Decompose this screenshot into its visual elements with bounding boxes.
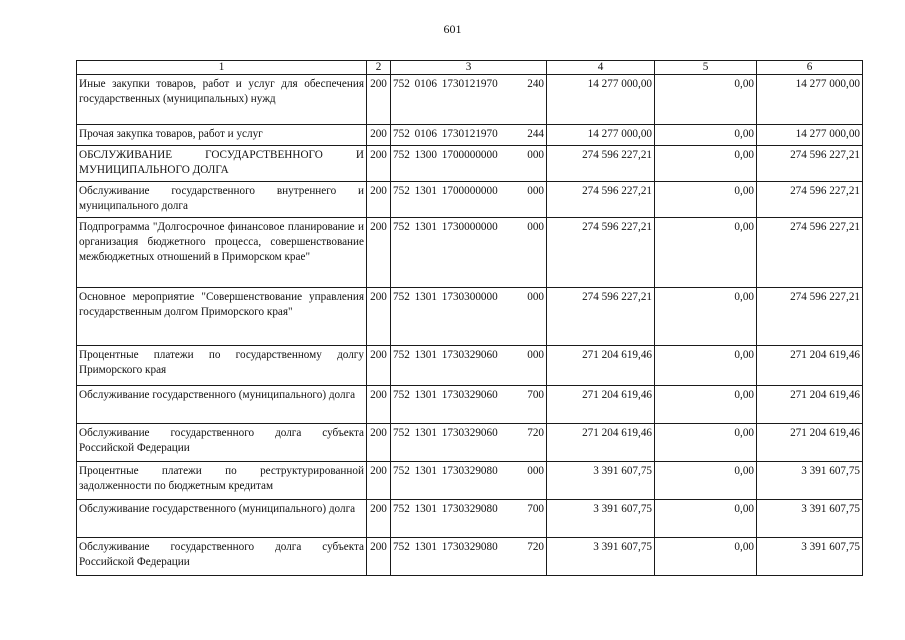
row-name: Обслуживание государственного долга субъекта Российской Федерации: [77, 538, 367, 576]
table-row: [77, 538, 863, 576]
row-code-cell: [391, 182, 547, 218]
row-col5: 0,00: [655, 424, 757, 462]
row-col6: 3 391 607,75: [757, 538, 863, 576]
column-header-2: 2: [367, 61, 391, 75]
row-col5: 0,00: [655, 182, 757, 218]
row-col2: 200: [367, 424, 391, 462]
row-col5: 0,00: [655, 386, 757, 424]
row-col5: 0,00: [655, 75, 757, 125]
budget-table: [76, 60, 863, 576]
table-row: [77, 288, 863, 346]
table-row: [77, 125, 863, 146]
row-col2: 200: [367, 288, 391, 346]
table-row: [77, 424, 863, 462]
row-col5: 0,00: [655, 218, 757, 288]
row-col5: 0,00: [655, 146, 757, 182]
row-kvr: 240: [527, 78, 544, 90]
row-name: Обслуживание государственного внутреннего и муниципального долга: [77, 182, 367, 218]
row-col5: 0,00: [655, 288, 757, 346]
row-col6: 274 596 227,21: [757, 182, 863, 218]
row-code: 752 1301 1730300000: [393, 291, 498, 303]
row-col5: 0,00: [655, 346, 757, 386]
column-header-4: 4: [547, 61, 655, 75]
row-name: Обслуживание государственного (муниципального) долга: [77, 500, 367, 538]
row-col2: 200: [367, 538, 391, 576]
row-col2: 200: [367, 182, 391, 218]
table-row: [77, 386, 863, 424]
row-col4: 3 391 607,75: [547, 462, 655, 500]
row-kvr: 700: [527, 503, 544, 515]
row-col6: 14 277 000,00: [757, 125, 863, 146]
row-name: Процентные платежи по государственному долгу Приморского края: [77, 346, 367, 386]
row-name: Подпрограмма "Долгосрочное финансовое планирование и организация бюджетного процесса, совершенствование межбюджетных отношений в Приморском крае": [77, 218, 367, 288]
row-kvr: 720: [527, 541, 544, 553]
row-code-cell: [391, 125, 547, 146]
row-kvr: 720: [527, 427, 544, 439]
row-code: 752 1301 1730329060: [393, 427, 498, 439]
row-col2: 200: [367, 500, 391, 538]
header-row: [77, 61, 863, 75]
row-kvr: 700: [527, 389, 544, 401]
row-kvr: 000: [527, 349, 544, 361]
table-row: [77, 146, 863, 182]
row-code: 752 0106 1730121970: [393, 78, 498, 90]
row-col2: 200: [367, 218, 391, 288]
row-code-cell: [391, 500, 547, 538]
row-col4: 14 277 000,00: [547, 125, 655, 146]
table-row: [77, 75, 863, 125]
row-name: Основное мероприятие "Совершенствование управления государственным долгом Приморского края": [77, 288, 367, 346]
row-col5: 0,00: [655, 500, 757, 538]
row-code-cell: [391, 218, 547, 288]
row-col6: 274 596 227,21: [757, 218, 863, 288]
row-col5: 0,00: [655, 462, 757, 500]
row-kvr: 000: [527, 221, 544, 233]
row-name: Иные закупки товаров, работ и услуг для обеспечения государственных (муниципальных) нужд: [77, 75, 367, 125]
row-code: 752 1301 1730329080: [393, 503, 498, 515]
row-col4: 274 596 227,21: [547, 218, 655, 288]
row-kvr: 000: [527, 185, 544, 197]
row-col2: 200: [367, 75, 391, 125]
row-col6: 14 277 000,00: [757, 75, 863, 125]
row-code: 752 1301 1730329060: [393, 349, 498, 361]
page-number: 601: [443, 22, 462, 36]
row-code-cell: [391, 75, 547, 125]
table-row: [77, 182, 863, 218]
row-name: Обслуживание государственного (муниципального) долга: [77, 386, 367, 424]
row-kvr: 000: [527, 465, 544, 477]
row-col2: 200: [367, 346, 391, 386]
table-header: [77, 61, 863, 75]
row-col5: 0,00: [655, 125, 757, 146]
row-code-cell: [391, 538, 547, 576]
row-col4: 271 204 619,46: [547, 386, 655, 424]
row-col5: 0,00: [655, 538, 757, 576]
row-code: 752 1301 1700000000: [393, 185, 498, 197]
row-col2: 200: [367, 386, 391, 424]
row-col2: 200: [367, 146, 391, 182]
row-col4: 14 277 000,00: [547, 75, 655, 125]
row-code-cell: [391, 146, 547, 182]
table-body: [77, 75, 863, 576]
row-col6: 3 391 607,75: [757, 462, 863, 500]
table-row: [77, 346, 863, 386]
column-header-3: 3: [391, 61, 547, 75]
row-code-cell: [391, 462, 547, 500]
row-name: Прочая закупка товаров, работ и услуг: [77, 125, 367, 146]
row-code: 752 1301 1730329060: [393, 389, 498, 401]
row-col6: 274 596 227,21: [757, 288, 863, 346]
row-kvr: 000: [527, 291, 544, 303]
row-col6: 3 391 607,75: [757, 500, 863, 538]
row-code-cell: [391, 386, 547, 424]
row-col4: 3 391 607,75: [547, 538, 655, 576]
row-name: Процентные платежи по реструктурированной задолженности по бюджетным кредитам: [77, 462, 367, 500]
row-col4: 274 596 227,21: [547, 182, 655, 218]
row-name: Обслуживание государственного долга субъекта Российской Федерации: [77, 424, 367, 462]
row-code-cell: [391, 424, 547, 462]
row-col6: 274 596 227,21: [757, 146, 863, 182]
table-row: [77, 500, 863, 538]
row-code: 752 1301 1730329080: [393, 465, 498, 477]
row-col2: 200: [367, 125, 391, 146]
row-col4: 271 204 619,46: [547, 346, 655, 386]
row-code: 752 0106 1730121970: [393, 128, 498, 140]
table-row: [77, 218, 863, 288]
column-header-1: 1: [77, 61, 367, 75]
row-code-cell: [391, 288, 547, 346]
row-col4: 274 596 227,21: [547, 288, 655, 346]
row-code: 752 1301 1730000000: [393, 221, 498, 233]
row-code: 752 1300 1700000000: [393, 149, 498, 161]
column-header-5: 5: [655, 61, 757, 75]
column-header-6: 6: [757, 61, 863, 75]
row-code-cell: [391, 346, 547, 386]
row-kvr: 000: [527, 149, 544, 161]
row-col4: 271 204 619,46: [547, 424, 655, 462]
row-name: ОБСЛУЖИВАНИЕ ГОСУДАРСТВЕННОГО И МУНИЦИПАЛЬНОГО ДОЛГА: [77, 146, 367, 182]
row-col6: 271 204 619,46: [757, 346, 863, 386]
row-col4: 274 596 227,21: [547, 146, 655, 182]
table-row: [77, 462, 863, 500]
row-col6: 271 204 619,46: [757, 424, 863, 462]
row-code: 752 1301 1730329080: [393, 541, 498, 553]
row-kvr: 244: [527, 128, 544, 140]
row-col2: 200: [367, 462, 391, 500]
row-col4: 3 391 607,75: [547, 500, 655, 538]
row-col6: 271 204 619,46: [757, 386, 863, 424]
